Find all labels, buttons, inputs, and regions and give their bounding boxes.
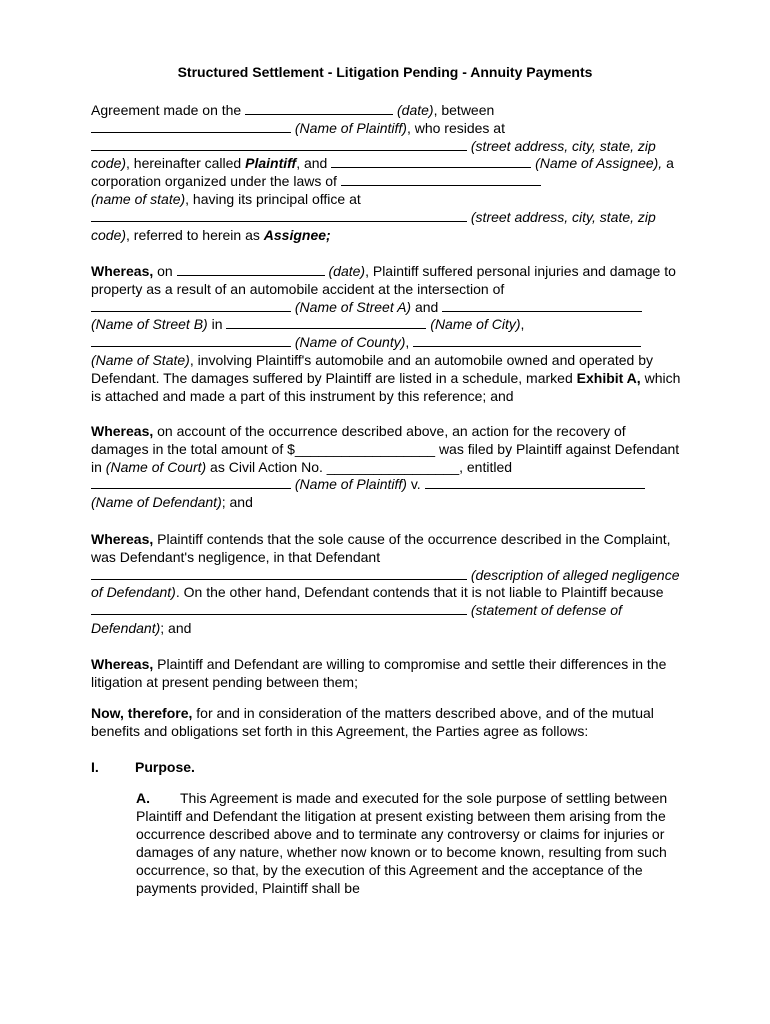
label-defense-statement: (statement of defense of Defendant) <box>91 602 622 636</box>
section-title: Purpose. <box>135 759 195 775</box>
text: on account of the occurrence described above, an action for the recovery of damages in the total amount of $__________________ was filed by Plaintiff against Defendant in <box>91 423 680 475</box>
label-street-b: (Name of Street B) <box>91 316 208 333</box>
paragraph-parties <box>91 102 687 244</box>
text: , Plaintiff suffered personal injuries and damage to property as a result of an automobile accident at the intersection of <box>91 263 676 297</box>
paragraph-whereas-contentions <box>91 531 687 638</box>
text: Agreement made on the <box>91 102 242 118</box>
text: in <box>211 316 223 333</box>
blank-street-a <box>91 299 291 312</box>
label-plaintiff-name: (Name of Plaintiff) <box>294 119 407 136</box>
subsection-text: This Agreement is made and executed for the sole purpose of settling between Plaintiff and Defendant the litigation at present existing between them arising from the occurrence described above and to terminate any controversy or claims for injuries or damages of any nature, whether now known or to become known, resulting from such occurrence, so that, by the execution of this Agreement and the acceptance of the payments provided, Plaintiff shall be <box>136 790 668 896</box>
text: ; and <box>160 619 192 636</box>
text: , having its principal office at <box>185 190 361 207</box>
text: , referred to herein as <box>126 226 260 243</box>
text: , who resides at <box>406 119 505 136</box>
blank-date <box>245 102 393 115</box>
label-address: (street address, city, state, zip code) <box>91 208 656 243</box>
label-date: (date) <box>397 102 434 118</box>
label-court: (Name of Court) <box>105 458 207 475</box>
blank-defendant-name <box>425 476 645 489</box>
label-address: (street address, city, state, zip code) <box>91 137 656 172</box>
section-number: I. <box>91 759 99 775</box>
blank-plaintiff-address <box>91 138 467 151</box>
blank-plaintiff-name <box>91 120 291 133</box>
blank-assignee-name <box>331 155 531 168</box>
blank-defense-statement <box>91 602 467 615</box>
text: , <box>520 316 525 333</box>
text: . On the other hand, Defendant contends that it is not liable to Plaintiff because <box>175 584 664 601</box>
label-date: (date) <box>328 263 366 279</box>
now-therefore-label: Now, therefore, <box>91 705 193 721</box>
text: Plaintiff contends that the sole cause of the occurrence described in the Complaint, was Defendant's negligence, in that Defendant <box>91 531 671 565</box>
term-plaintiff: Plaintiff <box>245 155 297 172</box>
blank-city <box>226 316 426 329</box>
whereas-label: Whereas, <box>91 263 154 279</box>
whereas-label: Whereas, <box>91 423 154 439</box>
label-county: (Name of County) <box>294 334 406 351</box>
label-street-a: (Name of Street A) <box>294 298 412 315</box>
blank-county <box>91 334 291 347</box>
label-city: (Name of City) <box>430 316 521 333</box>
blank-state <box>413 334 641 347</box>
text: , and <box>296 155 328 172</box>
blank-street-b <box>442 299 642 312</box>
exhibit-label: Exhibit A, <box>576 369 641 386</box>
text: and <box>414 298 439 315</box>
blank-date <box>177 263 325 276</box>
text: Plaintiff and Defendant are willing to compromise and settle their differences in the litigation at present pending between them; <box>91 656 667 690</box>
text: which is attached and made a part of this instrument by this reference; and <box>91 369 681 404</box>
paragraph-now-therefore <box>91 705 687 741</box>
text: for and in consideration of the matters described above, and of the mutual benefits and obligations set forth in this Agreement, the Parties agree as follows: <box>91 705 654 739</box>
paragraph-whereas-compromise <box>91 656 687 692</box>
text: , <box>405 334 410 351</box>
label-plaintiff-name: (Name of Plaintiff) <box>294 476 407 493</box>
text: , involving Plaintiff's automobile and an automobile owned and operated by Defendant. The damages suffered by Plaintiff are listed in a schedule, marked <box>91 351 653 386</box>
whereas-label: Whereas, <box>91 531 154 547</box>
label-state: (Name of State) <box>91 351 190 368</box>
text: ; and <box>221 494 253 511</box>
text: , between <box>433 102 495 118</box>
term-assignee: Assignee; <box>263 226 331 243</box>
text: on <box>157 263 173 279</box>
subsection-a <box>136 789 684 897</box>
paragraph-whereas-action <box>91 423 687 512</box>
label-negligence-description: (description of alleged negligence of Defendant) <box>91 566 680 601</box>
whereas-label: Whereas, <box>91 656 154 672</box>
label-defendant-name: (Name of Defendant) <box>91 494 222 511</box>
text: v. <box>410 476 421 493</box>
blank-state <box>341 173 541 186</box>
blank-plaintiff-name <box>91 476 291 489</box>
text: as Civil Action No. _________________, entitled <box>210 458 513 475</box>
subsection-letter: A. <box>136 790 150 806</box>
label-assignee-name: (Name of Assignee), <box>535 155 663 172</box>
text: , hereinafter called <box>126 155 242 172</box>
blank-negligence-description <box>91 567 467 580</box>
label-state: (name of state) <box>91 190 186 207</box>
text: a corporation organized under the laws of <box>91 155 674 190</box>
document-title: Structured Settlement - Litigation Pending - Annuity Payments <box>177 64 593 80</box>
section-heading <box>91 759 195 775</box>
blank-assignee-address <box>91 209 467 222</box>
paragraph-whereas-accident <box>91 263 687 405</box>
